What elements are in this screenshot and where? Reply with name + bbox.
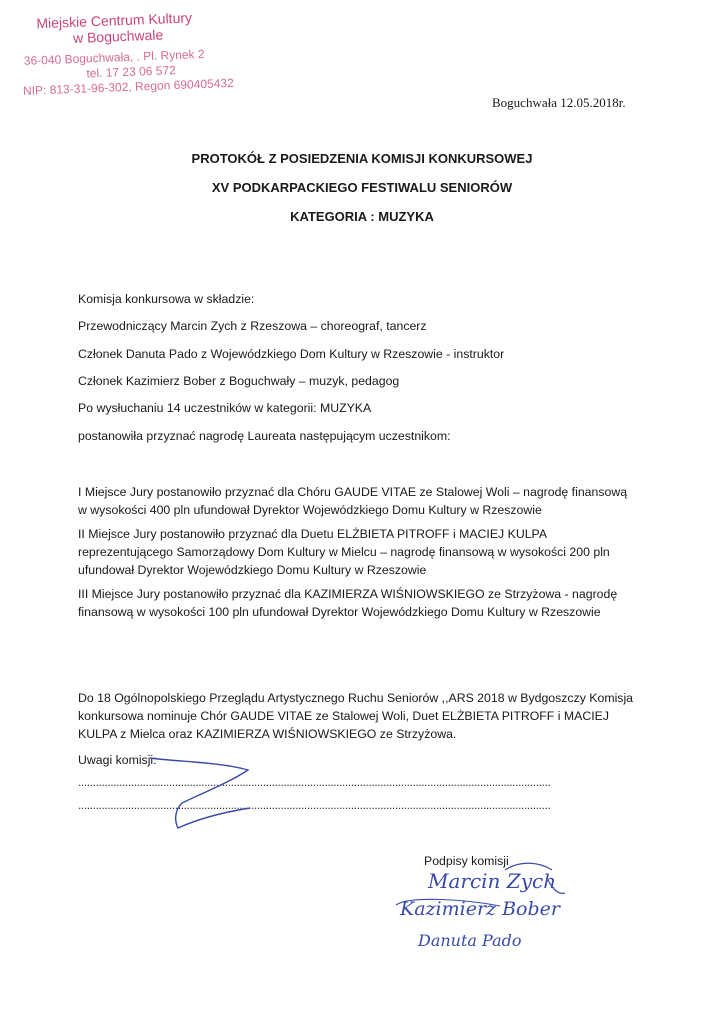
remarks-scribble bbox=[150, 758, 250, 828]
signature-danuta-pado bbox=[417, 931, 522, 950]
signature-1-text: Marcin Zych bbox=[428, 869, 557, 893]
stamp-line-phone: tel. 17 23 06 572 bbox=[86, 63, 177, 81]
award-second-place: II Miejsce Jury postanowiło przyznać dla Duetu ELŻBIETA PITROFF i MACIEJ KULPA reprezentującego Samorządowy Dom Kultury w Mielcu – nagrodę finansową w wysokości 200 pln ufundował Dyrektor Wojewódzkiego Domu Kultury w Rzeszowie bbox=[78, 527, 610, 577]
nomination-paragraph: Do 18 Ogólnopolskiego Przeglądu Artystycznego Ruchu Seniorów ,,ARS 2018 w Bydgoszczy Komisja konkursowa nominuje Chór GAUDE VITAE ze Stalowej Woli, Duet ELŻBIETA PITROFF i MACIEJ KULPA z Mielca oraz KAZIMIERZA WIŚNIOWSKIEGO ze Strzyżowa. bbox=[78, 691, 634, 741]
stamp-line-tax-id: NIP: 813-31-96-302, Regon 690405432 bbox=[22, 75, 234, 98]
committee-intro: Komisja konkursowa w składzie: bbox=[78, 292, 255, 306]
signature-kazimierz-bober bbox=[396, 898, 562, 920]
committee-chair: Przewodniczący Marcin Zych z Rzeszowa – choreograf, tancerz bbox=[78, 319, 427, 333]
title-line-3: KATEGORIA : MUZYKA bbox=[290, 209, 434, 224]
stamp-line-name: Miejskie Centrum Kultury bbox=[36, 9, 193, 32]
title-line-1: PROTOKÓŁ Z POSIEDZENIA KOMISJI KONKURSOWEJ bbox=[191, 151, 533, 166]
signature-2-text: Kazimierz Bober bbox=[400, 898, 560, 920]
remarks-label: Uwagi komisji: bbox=[78, 753, 157, 767]
remarks-dotted-line-2: ................................................................................................................................................................. bbox=[78, 798, 551, 812]
document-date: Boguchwała 12.05.2018r. bbox=[492, 95, 626, 110]
signatures-label: Podpisy komisji bbox=[424, 854, 509, 868]
committee-member-1: Członek Danuta Pado z Wojewódzkiego Dom Kultury w Rzeszowie - instruktor bbox=[78, 347, 505, 361]
award-third-place: III Miejsce Jury postanowiło przyznać dla KAZIMIERZA WIŚNIOWSKIEGO ze Strzyżowa - nagrodę finansową w wysokości 100 pln ufundował Dyrektor Wojewódzkiego Domu Kultury w Rzeszowie bbox=[78, 587, 618, 619]
committee-member-2: Członek Kazimierz Bober z Boguchwały – muzyk, pedagog bbox=[78, 374, 400, 388]
award-first-place: I Miejsce Jury postanowiło przyznać dla Chóru GAUDE VITAE ze Stalowej Woli – nagrodę finansową w wysokości 400 pln ufundował Dyrektor Wojewódzkiego Domu Kultury w Rzeszowie bbox=[78, 485, 628, 517]
remarks-dotted-line-1: ................................................................................................................................................................. bbox=[78, 775, 551, 789]
stamp-line-town: w Boguchwale bbox=[72, 26, 164, 46]
decision-statement: postanowiła przyznać nagrodę Laureata następującym uczestnikom: bbox=[78, 429, 451, 443]
stamp-line-address: 36-040 Boguchwała, . Pl. Rynek 2 bbox=[23, 46, 205, 68]
signature-marcin-zych bbox=[427, 863, 565, 893]
signature-3-text: Danuta Pado bbox=[418, 931, 522, 950]
title-line-2: XV PODKARPACKIEGO FESTIWALU SENIORÓW bbox=[211, 180, 513, 195]
participants-heard: Po wysłuchaniu 14 uczestników w kategorii: MUZYKA bbox=[78, 401, 372, 415]
